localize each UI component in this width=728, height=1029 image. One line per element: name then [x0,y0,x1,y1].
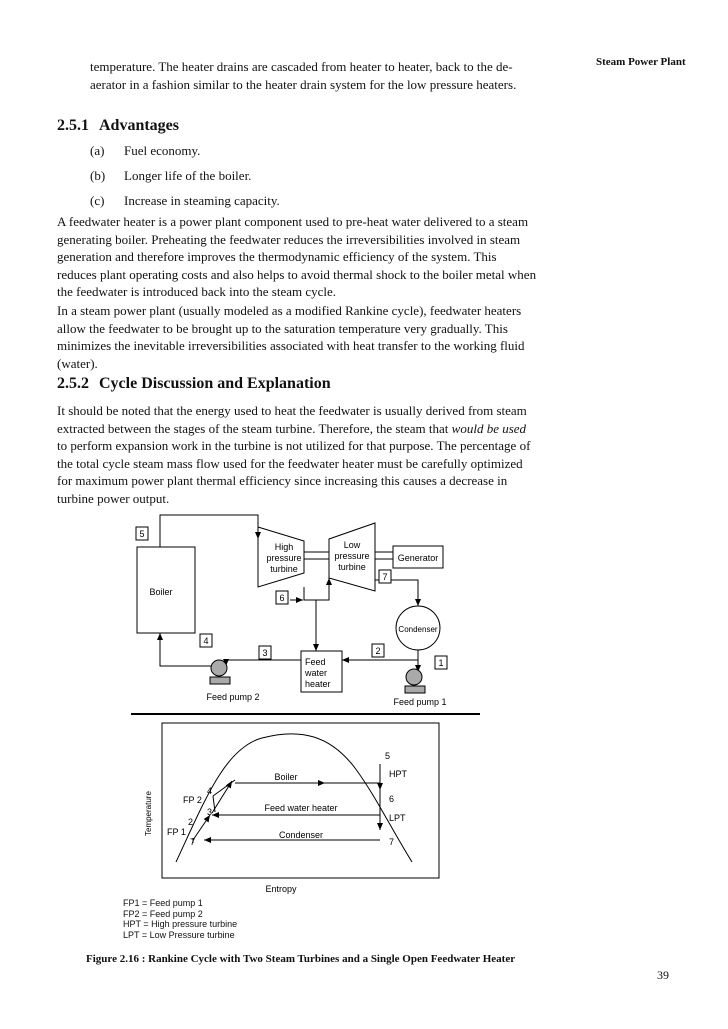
list-text: Longer life of the boiler. [124,168,252,183]
legend-item: FP1 = Feed pump 1 [123,898,203,908]
state-label-5: 5 [139,529,145,539]
intro-paragraph: temperature. The heater drains are cascaded from heater to heater, back to the de-aerator in a fashion similar to the heater drain system for the low pressure heaters. [90,59,517,92]
state-label-1: 1 [438,658,444,668]
section-number: 2.5.2 [57,375,89,392]
state-label-6: 6 [279,593,285,603]
list-item [90,143,200,159]
ts-boiler-label: Boiler [274,772,298,782]
paragraph-feedwater-heater: A feedwater heater is a power plant component used to pre-heat water delivered to a steam generating boiler. Preheating the feedwater reduces the irreversibilities involved in steam generation and therefore improves the thermodynamic efficiency of the system. This reduces plant operating costs and also helps to avoid thermal shock to the boiler metal when the feedwater is introduced back into the steam cycle. [57,214,537,300]
ts-point-6: 6 [389,794,395,804]
section-title: Advantages [99,117,180,134]
feed-pump-1-base [405,686,425,693]
figure-legend [123,898,237,940]
ts-fp1-label: FP 1 [167,827,186,837]
ts-point-4: 4 [207,786,213,796]
running-header: Steam Power Plant [596,56,686,68]
ts-point-7-left: 7 [190,837,196,847]
state-label-7: 7 [382,572,388,582]
fwh-label-line2: water [305,668,328,678]
list-label: (a) [90,143,105,158]
feed-pump-2-shape [211,660,227,676]
lpt-label-line3: turbine [338,562,366,572]
ts-fp2-label: FP 2 [183,795,202,805]
ts-point-7-right: 7 [389,837,395,847]
lpt-label-line1: Low [343,540,361,550]
legend-item: HPT = High pressure turbine [123,919,238,930]
condenser-label: Condenser [398,625,438,634]
ts-diagram [0,720,728,898]
saturation-dome [176,734,412,862]
section-number: 2.5.1 [57,117,89,134]
ts-ylabel: Temperature [144,791,153,836]
list-label: (b) [90,168,106,183]
list-item [90,168,251,184]
plant-schematic [0,505,728,720]
legend-item: LPT = Low Pressure turbine [123,929,235,940]
text-run: It should be noted that the energy used to heat the feedwater is usually derived from steam extracted between the stages of the steam turbine. Therefore, the steam that [57,403,527,436]
ts-hpt-label: HPT [389,769,407,779]
ts-lpt-label: LPT [389,813,406,823]
feed-pump-1-label: Feed pump 1 [393,697,447,707]
feed-pump-1-shape [406,669,422,685]
section-heading-advantages [57,117,179,135]
paragraph-cycle-discussion [57,402,539,508]
legend-item: FP2 = Feed pump 2 [123,908,203,919]
feed-pump-2-label: Feed pump 2 [206,692,260,702]
hpt-label-line2: pressure [266,553,302,563]
emphasis-run: would be used [451,420,527,436]
section-title: Cycle Discussion and Explanation [99,375,331,392]
figure-caption: Figure 2.16 : Rankine Cycle with Two Steam Turbines and a Single Open Feedwater Heater [86,953,516,965]
ts-fwh-label: Feed water heater [264,803,338,813]
text-run: to perform expansion work in the turbine is not utilized for that purpose. The percentage of the total cycle steam mass flow used for the feedwater heater must be carefully optimized for maximum power plant thermal efficiency since increasing this causes a decrease in turbine power output. [57,438,531,506]
fwh-label-line1: Feed [305,657,326,667]
ts-xlabel: Entropy [265,884,297,894]
state-label-2: 2 [375,646,381,656]
ts-point-3: 3 [207,807,213,817]
ts-frame [162,723,439,878]
section-heading-cycle [57,375,331,393]
fwh-label-line3: heater [305,679,331,689]
state-label-4: 4 [203,636,209,646]
ts-point-5: 5 [385,751,391,761]
lpt-label-line2: pressure [334,551,370,561]
list-item [90,193,280,209]
boiler-label: Boiler [149,587,173,597]
list-text: Fuel economy. [124,143,201,158]
list-text: Increase in steaming capacity. [124,193,280,208]
hpt-label-line1: High [274,542,294,552]
feed-pump-2-base [210,677,230,684]
page-number: 39 [657,968,669,982]
generator-label: Generator [397,553,439,563]
state-label-3: 3 [262,648,268,658]
hpt-label-line3: turbine [270,564,298,574]
list-label: (c) [90,193,105,208]
paragraph-rankine: In a steam power plant (usually modeled as a modified Rankine cycle), feedwater heaters allow the feedwater to be brought up to the saturation temperature very gradually. This minimizes the inevitable irreversibilities associated with heat transfer to the working fluid (water). [57,303,525,371]
ts-condenser-label: Condenser [278,830,324,840]
ts-point-2: 2 [188,817,194,827]
